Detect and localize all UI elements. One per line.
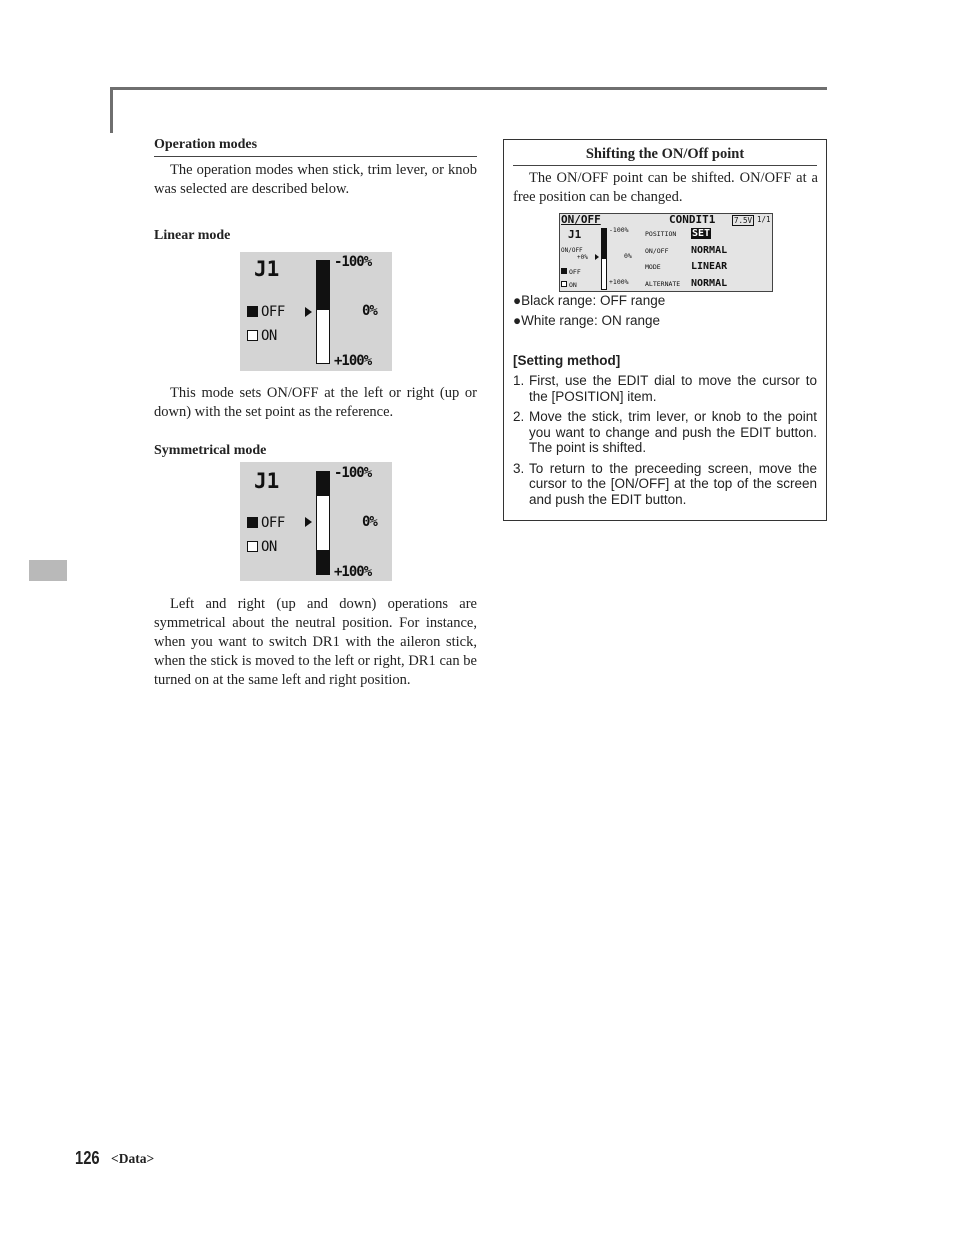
lcd-pointer-icon — [305, 517, 312, 527]
operation-modes-heading: Operation modes — [154, 137, 477, 157]
screen-page: 1/1 — [757, 215, 771, 224]
lcd-off-legend: OFF — [247, 304, 285, 320]
screen-mid-value: 0% — [624, 252, 632, 260]
lcd-range-bar — [316, 260, 330, 364]
bullet-black-range: ●Black range: OFF range — [513, 293, 666, 308]
linear-mode-lcd — [240, 252, 392, 371]
screen-onoff-value: +0% — [577, 254, 588, 261]
lcd-on-legend: ON — [247, 539, 277, 555]
lcd-off-range-top — [317, 472, 329, 496]
white-square-icon — [561, 281, 567, 287]
lcd-top-value: -100% — [334, 254, 372, 270]
symmetrical-mode-heading: Symmetrical mode — [154, 443, 267, 458]
symmetrical-mode-lcd — [240, 462, 392, 581]
page-number: 126 — [75, 1148, 100, 1168]
symmetrical-mode-paragraph: Left and right (up and down) operations are symmetrical about the neutral position. For instance, when you want to switch DR1 with the aileron stick, when the stick is moved to the left or right, DR1 can be turned on at the same left and right position. — [154, 596, 477, 688]
lcd-off-range — [317, 261, 329, 310]
step-item: 3. To return to the preceeding screen, move the cursor to the [ON/OFF] at the top of the screen and push the EDIT button. — [513, 460, 817, 507]
linear-mode-paragraph: This mode sets ON/OFF at the left or right (up or down) with the set point as the reference. — [154, 385, 477, 420]
linear-mode-heading: Linear mode — [154, 228, 231, 243]
section-tab — [29, 560, 67, 581]
box-title: Shifting the ON/Off point — [513, 145, 817, 166]
screen-title: ON/OFF — [561, 213, 601, 226]
screen-onoff-label: ON/OFF — [561, 247, 583, 254]
header-rule — [110, 87, 827, 90]
battery-voltage: 7.5V — [734, 216, 753, 225]
black-square-icon — [247, 517, 258, 528]
screen-bottom-value: +100% — [609, 278, 629, 286]
header-rule-vertical — [110, 87, 113, 133]
lcd-on-legend: ON — [247, 328, 277, 344]
screen-off-legend: OFF — [561, 268, 581, 276]
row-position-value[interactable]: SET — [692, 228, 711, 239]
screen-on-legend: ON — [561, 281, 577, 289]
screen-top-value: -100% — [609, 226, 629, 234]
box-intro: The ON/OFF point can be shifted. ON/OFF at a free position can be changed. — [513, 170, 818, 205]
setting-steps — [513, 373, 817, 512]
row-position-label: POSITION — [645, 230, 677, 238]
row-onoff-value[interactable]: NORMAL — [691, 245, 728, 256]
screen-range-bar — [601, 228, 607, 290]
lcd-mid-value: 0% — [362, 303, 377, 319]
lcd-bottom-value: +100% — [334, 564, 372, 580]
screen-channel-label: J1 — [568, 228, 582, 241]
row-mode-value[interactable]: LINEAR — [691, 261, 728, 272]
lcd-off-range-bottom — [317, 550, 329, 574]
setting-method-heading: [Setting method] — [513, 353, 621, 368]
white-square-icon — [247, 330, 258, 341]
lcd-bottom-value: +100% — [334, 353, 372, 369]
step-item: 2. Move the stick, trim lever, or knob to the point you want to change and push the EDIT button. The point is shifted. — [513, 409, 817, 455]
lcd-pointer-icon — [305, 307, 312, 317]
lcd-channel-label: J1 — [254, 469, 280, 493]
lcd-range-bar — [316, 471, 330, 575]
screen-condition: CONDIT1 — [669, 213, 716, 226]
on-off-screen — [559, 213, 773, 292]
row-onoff-label: ON/OFF — [645, 247, 669, 255]
intro-paragraph: The operation modes when stick, trim lever, or knob was selected are described below. — [154, 162, 477, 197]
section-label: <Data> — [111, 1151, 155, 1166]
lcd-top-value: -100% — [334, 465, 372, 481]
step-item: 1. First, use the EDIT dial to move the cursor to the [POSITION] item. — [513, 373, 817, 404]
black-square-icon — [247, 306, 258, 317]
lcd-off-legend: OFF — [247, 515, 285, 531]
screen-pointer-icon — [595, 254, 599, 260]
page-footer — [75, 1148, 155, 1169]
black-square-icon — [561, 268, 567, 274]
row-alternate-value[interactable]: NORMAL — [691, 278, 728, 289]
lcd-mid-value: 0% — [362, 514, 377, 530]
screen-off-range — [602, 229, 606, 259]
bullet-white-range: ●White range: ON range — [513, 313, 660, 328]
lcd-channel-label: J1 — [254, 257, 280, 281]
row-alternate-label: ALTERNATE — [645, 280, 681, 288]
row-mode-label: MODE — [645, 263, 661, 271]
white-square-icon — [247, 541, 258, 552]
shifting-point-box — [503, 139, 827, 521]
